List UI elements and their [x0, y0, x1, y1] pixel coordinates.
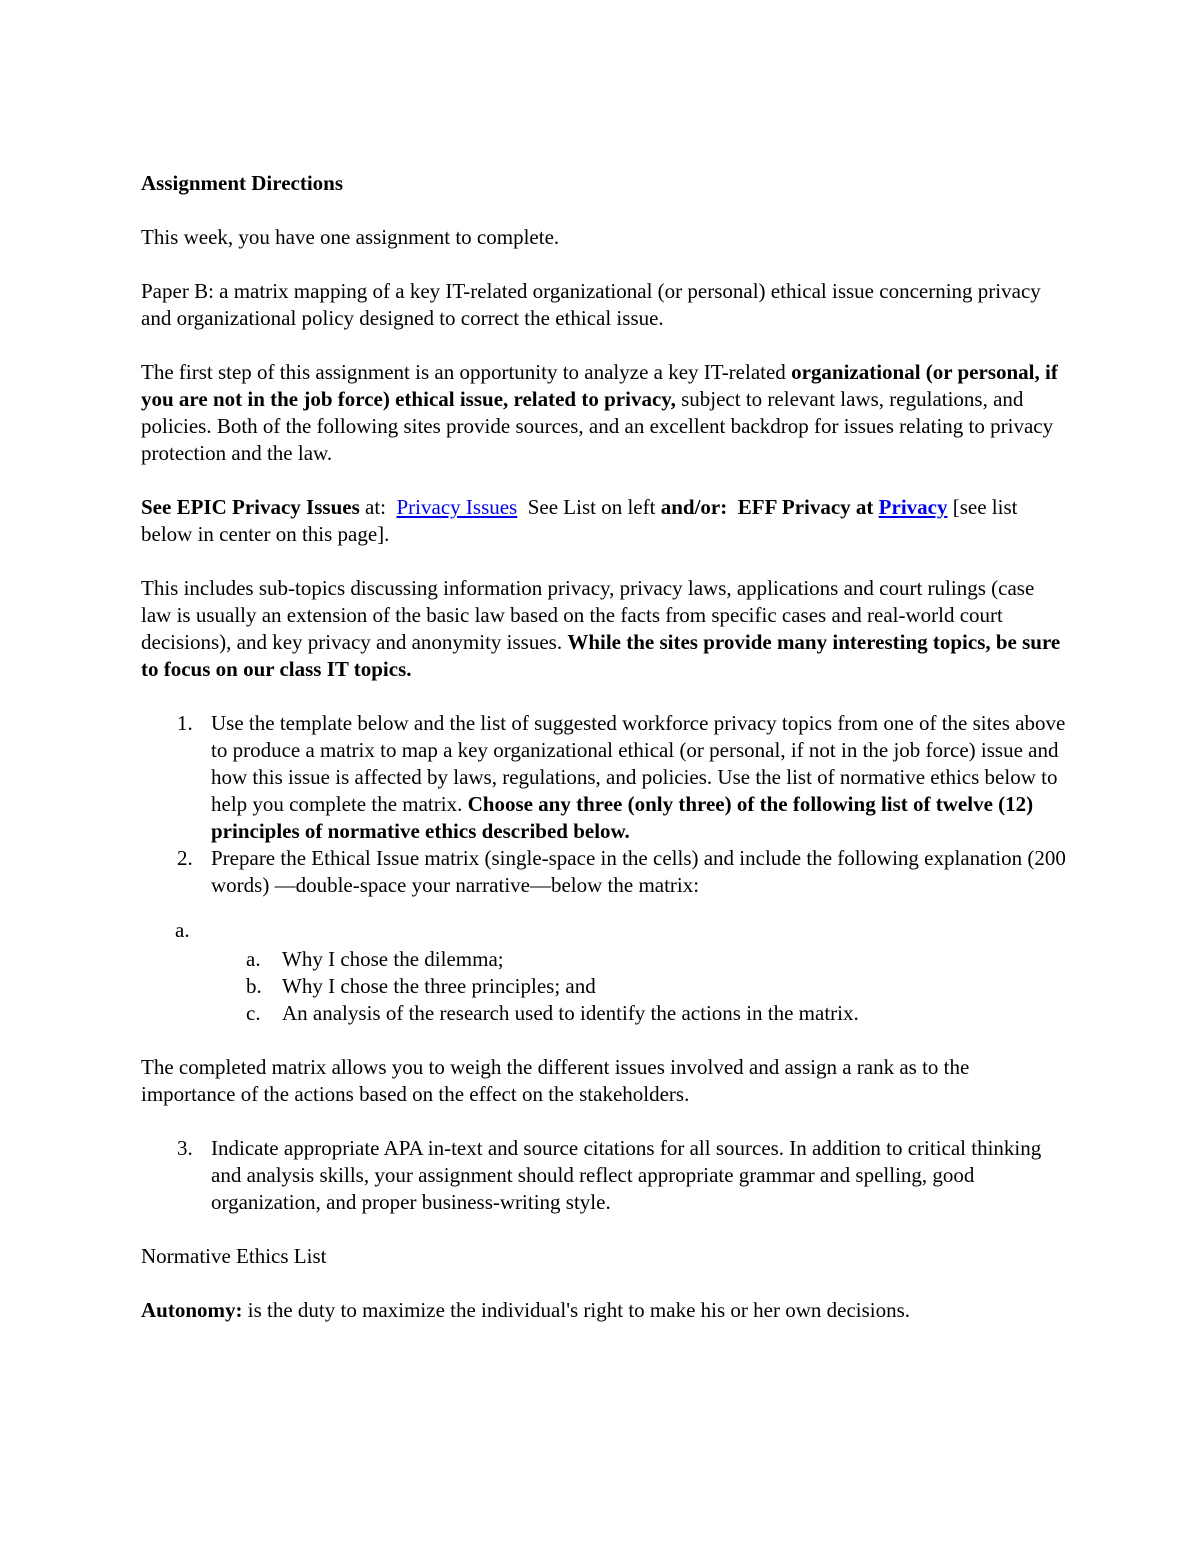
list-item: c. An analysis of the research used to identify the actions in the matrix. — [246, 1001, 859, 1025]
list-item: 2. Prepare the Ethical Issue matrix (single-space in the cells) and include the following explanation (200 words) —double-space your narrative—below the matrix: — [177, 846, 1066, 897]
explanation-sub-list — [141, 946, 1066, 1027]
step-3-list — [141, 1135, 1066, 1216]
paper-b-paragraph: Paper B: a matrix mapping of a key IT-related organizational (or personal) ethical issue concerning privacy and organizational policy designed to correct the ethical issue. — [141, 279, 1041, 330]
normative-ethics-heading: Normative Ethics List — [141, 1244, 327, 1268]
privacy-issues-link[interactable]: Privacy Issues — [396, 495, 518, 519]
see-sites-paragraph: See EPIC Privacy Issues at: Privacy Issues See List on left and/or: EFF Privacy at Privacy [see list below in center on this page]. — [141, 495, 1018, 546]
autonomy-paragraph: Autonomy: is the duty to maximize the individual's right to make his or her own decisions. — [141, 1298, 911, 1322]
stray-list-marker: a. — [175, 918, 190, 942]
list-item: a. Why I chose the dilemma; — [246, 947, 504, 971]
list-item: 3. Indicate appropriate APA in-text and source citations for all sources. In addition to critical thinking and analysis skills, your assignment should reflect appropriate grammar and spelling, good organization, and proper business-writing style. — [177, 1136, 1042, 1214]
page-title: Assignment Directions — [141, 171, 344, 195]
steps-list — [141, 710, 1066, 899]
list-item: b. Why I chose the three principles; and — [246, 974, 596, 998]
completed-matrix-paragraph: The completed matrix allows you to weigh the different issues involved and assign a rank as to the importance of the actions based on the effect on the stakeholders. — [141, 1055, 970, 1106]
subtopics-paragraph: This includes sub-topics discussing information privacy, privacy laws, applications and court rulings (case law is usually an extension of the basic law based on the facts from specific cases and real-world court decisions), and key privacy and anonymity issues. While the sites provide many interesting topics, be sure to focus on our class IT topics. — [141, 576, 1061, 681]
list-item: 1. Use the template below and the list of suggested workforce privacy topics from one of the sites above to produce a matrix to map a key organizational ethical (or personal, if not in the job force) issue and how this issue is affected by laws, regulations, and policies. Use the list of normative ethics below to help you complete the matrix. Choose any three (only three) of the following list of twelve (12) principles of normative ethics described below. — [177, 711, 1066, 843]
document-page — [141, 170, 1066, 1351]
first-step-paragraph: The first step of this assignment is an opportunity to analyze a key IT-related organizational (or personal, if you are not in the job force) ethical issue, related to privacy, subject to relevant laws, regulations, and policies. Both of the following sites provide sources, and an excellent backdrop for issues relating to privacy protection and the law. — [141, 360, 1058, 465]
intro-paragraph: This week, you have one assignment to complete. — [141, 225, 560, 249]
eff-privacy-link[interactable]: Privacy — [878, 495, 948, 519]
